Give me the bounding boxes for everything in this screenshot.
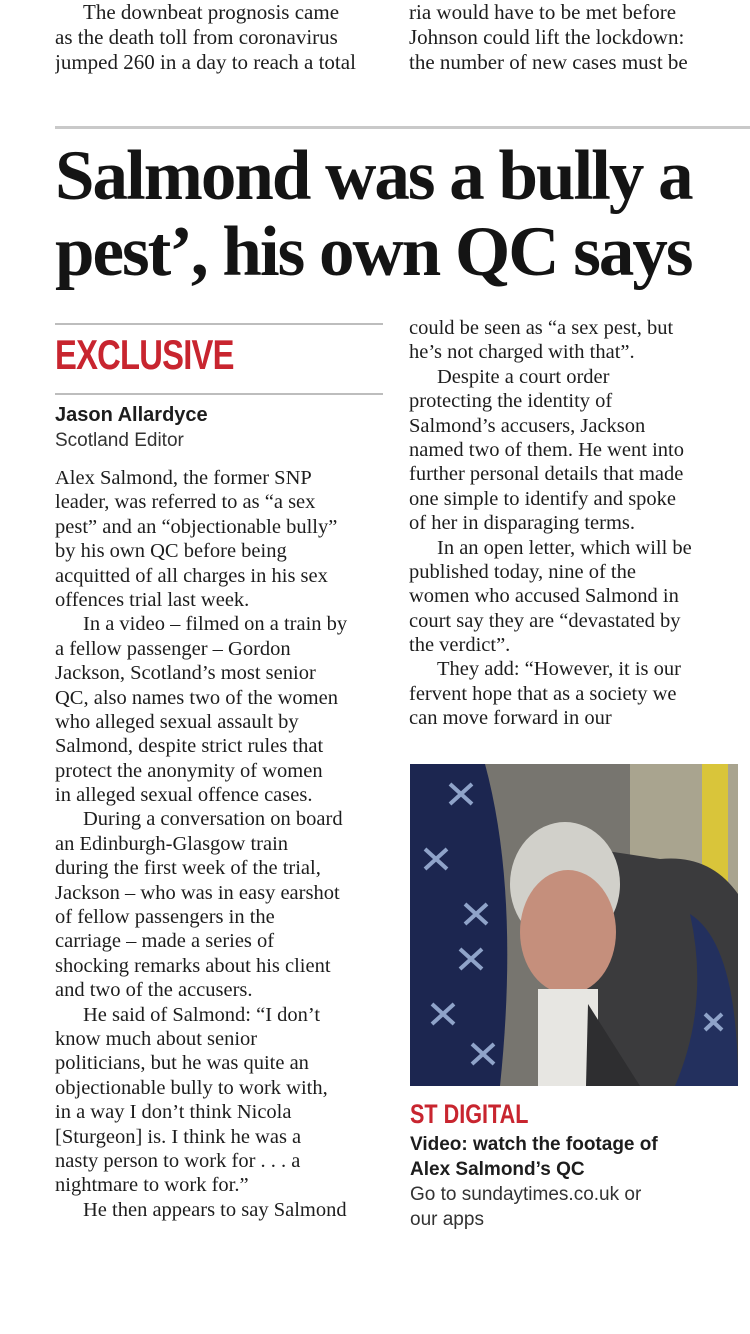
previous-story-right-column: [409, 0, 750, 75]
body-text-line: protecting the identity of: [409, 390, 613, 413]
body-text-line: Jackson – who was in easy earshot: [55, 881, 340, 904]
body-text-line: could be seen as “a sex pest, but: [409, 317, 674, 339]
train-passenger-illustration: [410, 764, 738, 1086]
body-text-line: during the first week of the trial,: [55, 857, 321, 880]
body-text-line: who alleged sexual assault by: [55, 710, 299, 733]
body-text-line: in a way I don’t think Nicola: [55, 1101, 292, 1124]
kicker-top-rule: [55, 323, 383, 325]
body-text-line: leader, was referred to as “a sex: [55, 491, 316, 514]
body-text-line: know much about senior: [55, 1027, 258, 1050]
body-text-line: acquitted of all charges in his sex: [55, 564, 328, 587]
body-text-line: [Sturgeon] is. I think he was a: [55, 1125, 302, 1148]
promo-line: our apps: [410, 1209, 484, 1230]
body-text-line: by his own QC before being: [55, 540, 287, 563]
text-line: the number of new cases must be: [409, 50, 688, 74]
body-text-line: Salmond, despite strict rules that: [55, 735, 324, 758]
body-text-line: a fellow passenger – Gordon: [55, 637, 291, 660]
body-text-line: In an open letter, which will be: [437, 536, 692, 559]
body-text-line: in alleged sexual offence cases.: [55, 784, 313, 807]
body-text-line: women who accused Salmond in: [409, 585, 679, 608]
body-text-line: During a conversation on board: [83, 808, 343, 831]
kicker-bottom-rule: [55, 393, 383, 395]
body-text-line: pest” and an “objectionable bully”: [55, 515, 338, 538]
promo-line: Alex Salmond’s QC: [410, 1159, 585, 1180]
body-text-line: of her in disparaging terms.: [409, 512, 636, 535]
body-text-line: In a video – filmed on a train by: [83, 613, 348, 636]
body-text-line: They add: “However, it is our: [437, 658, 681, 681]
body-text-line: He said of Salmond: “I don’t: [83, 1003, 321, 1026]
section-divider: [55, 126, 750, 129]
body-text-line: offences trial last week.: [55, 588, 250, 611]
body-text-line: Despite a court order: [437, 365, 610, 388]
text-line: as the death toll from coronavirus: [55, 25, 338, 49]
body-text-line: nightmare to work for.”: [55, 1174, 249, 1197]
body-text-line: published today, nine of the: [409, 560, 636, 583]
body-text-line: and two of the accusers.: [55, 979, 253, 1002]
body-text-line: Jackson, Scotland’s most senior: [55, 662, 316, 685]
body-text-line: further personal details that made: [409, 463, 684, 486]
text-line: The downbeat prognosis came: [83, 0, 340, 24]
body-text-line: court say they are “devastated by: [409, 609, 681, 632]
body-text-line: he’s not charged with that”.: [409, 341, 635, 364]
byline-author: Jason Allardyce: [55, 404, 208, 426]
article-headline: [55, 138, 750, 290]
body-text-line: one simple to identify and spoke: [409, 487, 677, 510]
article-body-right-column: [409, 316, 750, 731]
text-line: Johnson could lift the lockdown:: [409, 25, 685, 49]
headline-line: pest’, his own QC says: [55, 213, 692, 290]
promo-line: Go to sundaytimes.co.uk or: [410, 1184, 642, 1205]
body-text-line: can move forward in our: [409, 707, 612, 730]
body-text-line: named two of them. He went into: [409, 438, 684, 461]
body-text-line: an Edinburgh-Glasgow train: [55, 832, 289, 855]
body-text-line: QC, also names two of the women: [55, 686, 338, 709]
body-text-line: Salmond’s accusers, Jackson: [409, 414, 646, 437]
body-text-line: protect the anonymity of women: [55, 759, 323, 782]
text-line: jumped 260 in a day to reach a total: [55, 50, 356, 74]
st-digital-label: ST DIGITAL: [410, 1099, 529, 1129]
body-text-line: fervent hope that as a society we: [409, 682, 677, 705]
previous-story-left-column: [55, 0, 387, 75]
byline-role: Scotland Editor: [55, 430, 184, 451]
promo-line: Video: watch the footage of: [410, 1134, 658, 1155]
body-text-line: the verdict”.: [409, 634, 511, 657]
body-text-line: politicians, but he was quite an: [55, 1052, 309, 1075]
body-text-line: nasty person to work for . . . a: [55, 1149, 301, 1172]
body-text-line: He then appears to say Salmond: [83, 1198, 347, 1221]
exclusive-kicker: EXCLUSIVE: [55, 331, 234, 378]
video-still-photo[interactable]: [410, 764, 738, 1086]
body-text-line: shocking remarks about his client: [55, 954, 331, 977]
body-text-line: of fellow passengers in the: [55, 906, 275, 929]
video-promo-text: [410, 1182, 740, 1232]
body-text-line: objectionable bully to work with,: [55, 1076, 328, 1099]
body-text-line: Alex Salmond, the former SNP: [55, 467, 312, 489]
body-text-line: carriage – made a series of: [55, 930, 275, 953]
video-promo-headline[interactable]: [410, 1132, 740, 1182]
text-line: ria would have to be met before: [409, 0, 677, 24]
article-body-left-column: [55, 466, 385, 1222]
headline-line: Salmond was a bully a: [55, 138, 692, 215]
